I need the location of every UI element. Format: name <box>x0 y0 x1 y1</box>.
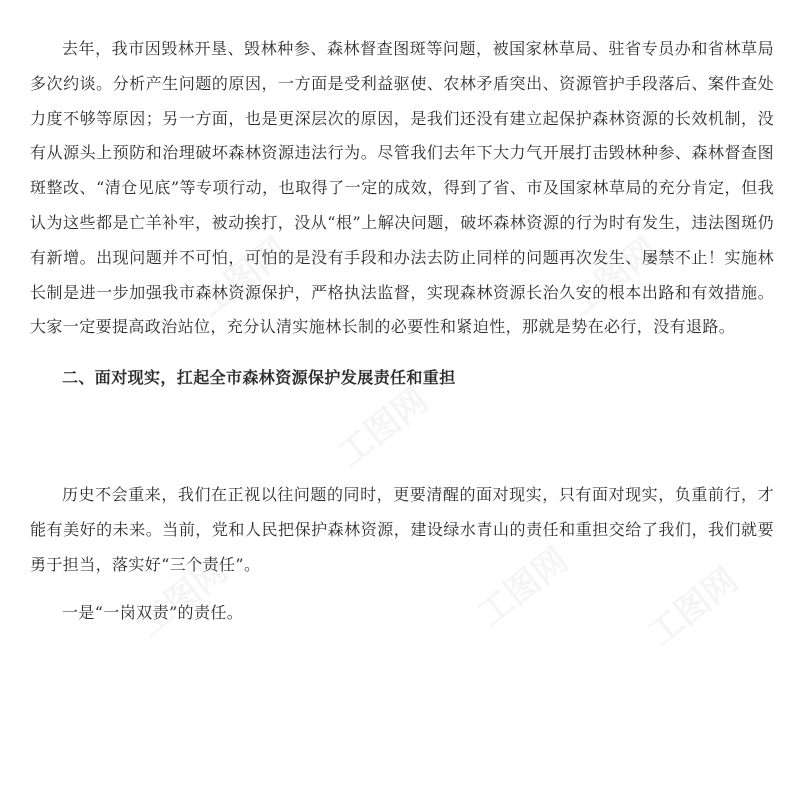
body-paragraph: 去年，我市因毁林开垦、毁林种参、森林督查图斑等问题，被国家林草局、驻省专员办和省林草局多次约谈。分析产生问题的原因，一方面是受利益驱使、农林矛盾突出、资源管护手段落后、案件查处力度不够等原因；另一方面，也是更深层次的原因，是我们还没有建立起保护森林资源的长效机制，没有从源头上预防和治理破坏森林资源违法行为。尽管我们去年下大力气开展打击毁林种参、森林督查图斑整改、“清仓见底”等专项行动，也取得了一定的成效，得到了省、市及国家林草局的充分肯定，但我认为这些都是亡羊补牢，被动挨打，没从“根”上解决问题，破坏森林资源的行为时有发生，违法图斑仍有新增。出现问题并不可怕，可怕的是没有手段和办法去防止同样的问题再次发生、屡禁不止！实施林长制是进一步加强我市森林资源保护，严格执法监督，实现森林资源长治久安的根本出路和有效措施。大家一定要提高政治站位，充分认清实施林长制的必要性和紧迫性，那就是势在必行，没有退路。 <box>30 39 774 337</box>
body-paragraph-partial: 一是“一岗双责”的责任。 <box>62 603 244 623</box>
document-body <box>30 32 774 631</box>
body-paragraph: 历史不会重来，我们在正视以往问题的同时，更要清醒的面对现实，只有面对现实，负重前行，才能有美好的未来。当前，党和人民把保护森林资源，建设绿水青山的责任和重担交给了我们，我们就要勇于担当，落实好“三个责任”。 <box>30 484 774 574</box>
section-heading: 二、面对现实，扛起全市森林资源保护发展责任和重担 <box>62 368 456 388</box>
